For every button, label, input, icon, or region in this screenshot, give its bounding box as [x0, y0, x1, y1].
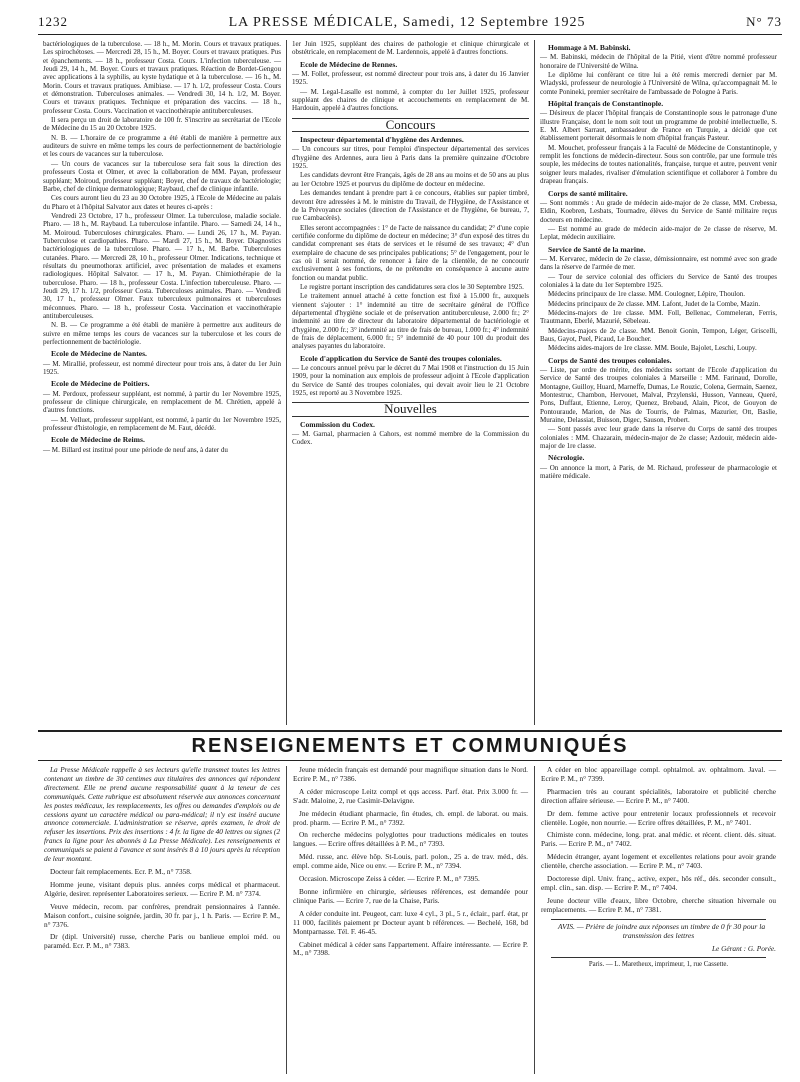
article-paragraph: Médecins-majors de 1re classe. MM. Foll, Bellenac, Commeleran, Ferris, Trautmann, Eberlé, Mazurié, Sébeleau.	[540, 308, 777, 326]
article-paragraph: Les demandes tendant à prendre part à ce concours, établies sur papier timbré, devront être adressées à M. le ministre du Travail, de l'Hygiène, de l'Assistance et de la Prévoyance sociales (direction de l'Assistance et de l'hygiène, 6e bureau, 7, rue Cambacérès).	[292, 189, 529, 223]
article-heading: Corps de Santé des troupes coloniales.	[548, 355, 672, 365]
article-paragraph: — M. Babinski, médecin de l'hôpital de la Pitié, vient d'être nommé professeur honoraire de l'Université de Wilna.	[540, 53, 777, 70]
gerant-line: Le Gérant : G. Porée.	[711, 943, 776, 953]
column-2	[286, 40, 534, 725]
classified-ad: Occasion. Microscope Zeiss à céder. — Ecrire P. M., n° 7395.	[299, 874, 480, 884]
article-heading: Ecole de Médecine de Rennes.	[300, 59, 398, 69]
article-heading: Corps de santé militaire.	[548, 188, 628, 198]
article-paragraph: Le traitement annuel attaché à cette fonction est fixé à 15.000 fr., auxquels viennent s'ajouter : 1° indemnité au titre de secrétaire général de l'Office départemental d'hygiène sociale et de préservation antituberculeuse, 2.000 fr.; 2° indemnité au titre de directeur du laboratoire départemental de bactériologie et d'hygiène, 2.000 fr.; 3° indemnité au titre de frais de bureau, 1.000 fr.; 4° indemnité de frais de déplacement, 6.000 fr.; 5° indemnité de 40 pour 100 du produit des analyses payantes du laboratoire.	[292, 292, 529, 351]
issue-number: N° 73	[746, 14, 782, 29]
classified-ad: Doctoresse dipl. Univ. franç., active, exper., hôs réf., dés. seconder consult., empl. clin., san. disp. — Ecrire P. M., n° 7404.	[541, 874, 776, 892]
classified-ad: Chimiste conn. médecine, long. prat. anal médic. et récent. client. dés. situat. Paris. — Ecrire P. M., n° 7402.	[541, 830, 776, 849]
page-header	[38, 14, 782, 35]
article-heading: Service de Santé de la marine.	[548, 244, 646, 254]
printer-line: Paris. — L. Maretheux, imprimeur, 1, rue Cassette.	[588, 961, 729, 969]
publication-title: LA PRESSE MÉDICALE, Samedi, 12 Septembre 1925	[228, 15, 586, 30]
classified-ad: Dr (dipl. Université) russe, cherche Paris ou banlieue emploi méd. ou paraméd. Ecr. P. M., n° 7383.	[44, 932, 280, 951]
article-paragraph: Le registre portant inscription des candidatures sera clos le 30 Septembre 1925.	[300, 282, 524, 291]
article-paragraph: — Sont passés avec leur grade dans la réserve du Corps de santé des troupes coloniales : MM. Chazarain, médecin-major de 2e classe; Azdouir, médecin aide-major de 1re classe.	[540, 425, 777, 451]
article-heading: Ecole d'application du Service de Santé des troupes coloniales.	[300, 353, 502, 363]
article-paragraph: — M. Mirallié, professeur, est nommé directeur pour trois ans, à dater du 1er Juin 1925.	[43, 359, 281, 377]
ads-notice: La Presse Médicale rappelle à ses lecteurs qu'elle transmet toutes les lettres contenant un timbre de 30 centimes aux titulaires des annonces qui répondent directement. Elle ne prend aucune responsabilité quant à la teneur de ces communiqués. Cette rubrique est absolument réservée aux annonces concernant les postes médicaux, les remplacements, les offres ou demandes d'emplois ou de cessions ayant un caractère médical ou para-médical; il n'y est inséré aucune annonce commerciale. L'administration se réserve, après examen, le droit de refuser les insertions. Prix des insertions : 4 fr. la ligne de 40 lettres ou signes (2 francs la ligne pour les abonnés à La Presse Médicale). Les renseignements et communiqués se paient à l'avance et sont insérés 8 à 10 jours après la réception de leur montant.	[44, 766, 280, 864]
news-columns	[38, 40, 782, 725]
article-heading: Ecole de Médecine de Poitiers.	[51, 379, 150, 389]
article-paragraph: — M. Perdoux, professeur suppléant, est nommé, à partir du 1er Novembre 1925, professeur de clinique chirurgicale, en remplacement de M. Chrétien, appelé à d'autres fonctions.	[43, 389, 281, 415]
ads-column-2	[286, 766, 534, 1074]
page-number: 1232	[38, 14, 68, 29]
article-paragraph: — Un concours sur titres, pour l'emploi d'inspecteur départemental des services d'hygiène des Ardennes, aura lieu à Paris dans la première quinzaine d'Octobre 1925.	[292, 145, 529, 171]
article-paragraph: M. Mouchet, professeur français à la Faculté de Médecine de Constantinople, y remplit les fonctions de médecin-directeur. Sous son contrôle, par une formule très souple, les médecins de toutes nationalités, française, turque et autre, peuvent venir soigner leurs malades, rivaliser d'émulation scientifique et collaborer à l'ombre du drapeau français.	[540, 143, 777, 186]
article-paragraph: — M. Velluet, professeur suppléant, est nommé, à partir du 1er Novembre 1925, professeur d'histologie, en remplacement de M. Faut, décédé.	[43, 415, 281, 433]
section-heading: Concours	[292, 118, 529, 132]
article-paragraph: 1er Juin 1925, suppléant des chaires de pathologie et clinique chirurgicale et obstétricale, en remplacement de M. Lardennois, appelé à d'autres fonctions.	[292, 40, 529, 57]
divider	[551, 919, 766, 920]
article-paragraph: — Tour de service colonial des officiers du Service de Santé des troupes coloniales à la date du 1er Septembre 1925.	[540, 272, 777, 289]
article-paragraph: — Désireux de placer l'hôpital français de Constantinople sous le patronage d'une illustre Française, dont le nom soit tout un programme de probité intellectuelle, S. E. M. Albert Sarraut, ambassadeur de France en Turquie, a décidé que cet établissement porterait désormais le nom d'hôpital français Pasteur.	[540, 109, 777, 143]
article-heading: Commission du Codex.	[300, 419, 375, 429]
article-heading: Ecole de Médecine de Reims.	[51, 435, 145, 445]
classified-ad: On recherche médecins polyglottes pour traductions médicales en toutes langues. — Ecrire offres détaillées à P. M., n° 7393.	[293, 830, 528, 849]
article-paragraph: — On annonce la mort, à Paris, de M. Richaud, professeur de pharmacologie et matière médicale.	[540, 463, 777, 481]
article-paragraph: — Liste, par ordre de mérite, des médecins sortant de l'Ecole d'application du Service de Santé des troupes coloniales à Marseille : MM. Farinaud, Dorolle, Montagne, Guilloy, Huard, Marneffe, Dumas, Le Rouzic, Colena, Germain, Saenez, Montestruc, Chambon, Hervouet, Malval, Przylenski, Husson, Vanneau, Queré, Pons, Duffaut, Etienne, Leroy, Quenez, Brebaud, Alain, Picot, de Gouyon de Pontouraude, Marion, de Nas de Tourris, de Palmas, Mazurier, Ott, Baslie, Muraine, Delassiat, Buisson, Digec, Sauson, Probert.	[540, 366, 777, 425]
article-paragraph: N. B. — L'horaire de ce programme a été établi de manière à permettre aux auditeurs de suivre en même temps les cours de perfectionnement de bactériologie et les cours de vacances sur la tuberculose.	[43, 133, 281, 159]
classified-ad: Jeune médecin français est demandé pour magnifique situation dans le Nord. Ecrire P. M., n° 7386.	[293, 766, 528, 783]
ads-column-3	[534, 766, 782, 1074]
ads-column-1	[38, 766, 286, 1074]
article-paragraph: bactériologiques de la tuberculose. — 18 h., M. Morin. Cours et travaux pratiques. Les spirochétoses. — Mercredi 28, 15 h., M. Boyer. Cours et travaux pratiques. Pus et épanchements. — 18 h., professeur Costa. Cours. L'infection tuberculeuse. — Jeudi 29, 14 h., M. Boyer. Cours et travaux pratiques. Réaction de Bordet-Gengou avec applications à la syphilis, au kyste hydatique et à la tuberculose. — 16 h., M. Morin. Cours et travaux pratiques. Amibiase. — 17 h. 1/2, professeur Costa. Cours et démonstration. Tuberculoses animales. — Vendredi 30, 14 h. 1/2, M. Boyer. Cours et travaux pratiques. Technique et préparation des vaccins. — 18 h., professeur Costa. Cours. Vaccination et vaccinothérapie antituberculeuses.	[43, 40, 281, 115]
article-paragraph: Médecins principaux de 1re classe. MM. Coulogner, Lépire, Thoulon.	[548, 290, 746, 299]
classified-ads	[38, 766, 782, 1074]
article-heading: Hôpital français de Constantinople.	[548, 99, 664, 109]
section-heading: Nouvelles	[292, 402, 529, 416]
classified-ad: Jne médecin étudiant pharmacie, fin études, ch. empl. de laborat. ou mais. prod. pharm. — Ecrire P. M., n° 7392.	[293, 808, 528, 827]
classified-ad: Pharmacien très au courant spécialités, laboratoire et publicité cherche direction affaire sérieuse. — Ecrire P. M., n° 7400.	[541, 786, 776, 805]
classified-ad: Dr dem. femme active pour entretenir locaux professionnels et recevoir clientèle. Logée, non nourrie. — Ecrire offres détaillées, P. M., n° 7401.	[541, 808, 776, 827]
article-paragraph: — M. Billard est institué pour une période de neuf ans, à dater du	[43, 445, 228, 454]
article-paragraph: — M. Garnal, pharmacien à Cahors, est nommé membre de la Commission du Codex.	[292, 430, 529, 447]
article-paragraph: Le diplôme lui confèrant ce titre lui a été remis mercredi dernier par M. Wladyski, professeur de neurologie à l'Université de Wilna, qu'accompagnait M. le comte Ponineki, premier secrétaire de l'ambassade de Pologne à Paris.	[540, 71, 777, 96]
article-paragraph: Elles seront accompagnées : 1° de l'acte de naissance du candidat; 2° d'une copie certifiée conforme du diplôme de docteur en médecine; 3° d'un exposé des titres du candidat comprenant ses états de services et le résumé de ses travaux; 4° d'un exemplaire de chacune de ses principales publications; 5° de l'engagement, pour le cas où il serait nommé, de renoncer à faire de la clientèle, de ne concourir exclusivement à ses fonctions, de ne prétendre en conséquence à aucune autre fonction ou mandat public.	[292, 223, 529, 282]
article-paragraph: — Un cours de vacances sur la tuberculose sera fait sous la direction des professeurs Costa et Olmer, et avec la collaboration de MM. Payan, professeur suppléant; Moiroud, professeur suppléant; Boyer, chef de travaux de bactériologie; Barbe, chef de clinique dermatologique; Raybaud, chef de clinique infantile.	[43, 159, 281, 193]
column-1	[38, 40, 286, 725]
ads-column-3-items	[541, 766, 776, 915]
article-heading: Nécrologie.	[548, 453, 585, 463]
article-paragraph: Vendredi 23 Octobre, 17 h., professeur Olmer. La tuberculose, maladie sociale. Pharo. — 18 h., M. Raybaud. La tuberculose infantile. Pharo. — Samedi 24, 14 h., M. Moiroud. Tuberculoses chirurgicales. Pharo. — Lundi 26, 17 h., M. Payan. Tuberculose et cardiopathies. Pharo. — Mardi 27, 15 h., M. Boyer. Diagnostics bactériologiques de la tuberculose. Pharo. — 17 h., M. Barbe. Tuberculoses cutanées. Pharo. — Mercredi 28, 10 h., professeur Olmer. Indications, technique et résultats du pneumothorax artificiel, avec présentation de malades et examens radiologiques. Hôpital Salvator. — 17 h., M. Payan. Chimiothérapie de la tuberculose. Pharo. — 18 h., professeur Costa. L'infection tuberculeuse. Pharo. — Jeudi 29, 17 h. 1/2, professeur Costa. Tuberculoses animales. Pharo. — Vendredi 30, 17 h., professeur Olmer. Faux tuberculeux pulmonaires et tuberculoses méconnues. Pharo. — 18 h., professeur Costa. Vaccination et vaccinothérapie antituberculeuses.	[43, 211, 281, 320]
avis-notice: AVIS. — Prière de joindre aux réponses un timbre de 0 fr 30 pour la transmission des lettres	[557, 921, 766, 940]
section-title: RENSEIGNEMENTS ET COMMUNIQUÉS	[38, 730, 782, 761]
article-paragraph: Les candidats devront être Français, âgés de 28 ans au moins et de 50 ans au plus au 1er Octobre 1925 et pourvus du diplôme de docteur en médecine.	[292, 171, 529, 188]
column-3	[534, 40, 782, 725]
article-paragraph: — M. Follet, professeur, est nommé directeur pour trois ans, à dater du 16 Janvier 1925.	[292, 70, 529, 87]
classified-ad: Médecin étranger, ayant logement et excellentes relations pour avoir grande clientèle, cherche association. — Ecrire P. M., n° 7403.	[541, 852, 776, 871]
article-paragraph: Il sera perçu un droit de laboratoire de 100 fr. S'inscrire au secrétariat de l'Ecole de Médecine du 15 au 20 Octobre 1925.	[43, 116, 281, 133]
article-paragraph: — M. Kervarec, médecin de 2e classe, démissionnaire, est nommé avec son grade dans la réserve de l'armée de mer.	[540, 254, 777, 272]
classified-ad: Bonne infirmière en chirurgie, sérieuses références, est demandée pour clinique Paris. — Ecrire 7, rue de la Chaise, Paris.	[293, 886, 528, 905]
classified-ad: Méd. russe, anc. élève hôp. St-Louis, parl. polon., 25 a. de trav. méd., dés. empl. comme aide, Nice ou env. — Ecrire P. M., n° 7394.	[293, 852, 528, 871]
article-heading: Ecole de Médecine de Nantes.	[51, 349, 147, 359]
article-paragraph: — Sont nommés : Au grade de médecin aide-major de 2e classe, MM. Crebessa, Eldin, Koebren, Lesbats, Tournadre, élèves du Service de Santé militaire reçus docteurs en médecine.	[540, 198, 777, 224]
article-heading: Inspecteur départemental d'hygiène des Ardennes.	[300, 135, 464, 145]
classified-ad: Docteur fait remplacements. Ecr. P. M., n° 7358.	[50, 866, 192, 876]
article-paragraph: Ces cours auront lieu du 23 au 30 Octobre 1925, à l'Ecole de Médecine au palais du Pharo et à l'hôpital Salvator aux dates et heures ci-après :	[43, 194, 281, 211]
divider	[551, 957, 766, 958]
classified-ad: A céder en bloc appareillage compl. ophtalmol. av. ophtalmom. Javal. — Ecrire P. M., n° 7399.	[541, 766, 776, 783]
newspaper-page	[38, 14, 782, 1074]
classified-ad: Cabinet médical à céder sans l'appartement. Affaire intéressante. — Ecrire P. M., n° 7398.	[293, 939, 528, 958]
article-heading: Hommage à M. Babinski.	[548, 43, 631, 52]
classified-ad: Jeune docteur ville d'eaux, libre Octobre, cherche situation hivernale ou remplacements. — Ecrire P. M., n° 7381.	[541, 895, 776, 914]
classified-ad: Veuve médecin, recom. par confrères, prendrait pensionnaires à l'année. Maison confort., cuisine soignée, jardin, 30 fr. par j., 1 h. Paris. — Ecrire P. M., n° 7376.	[44, 901, 280, 929]
article-paragraph: N. B. — Ce programme a été établi de manière à permettre aux auditeurs de suivre en même temps les cours de vacances sur la tuberculose et les cours de perfectionnement de bactériologie.	[43, 321, 281, 347]
article-paragraph: — Est nommé au grade de médecin aide-major de 2e classe de réserve, M. Leplat, médecin auxiliaire.	[540, 224, 777, 242]
classified-ad: A céder conduite int. Peugeot, carr. luxe 4 cyl., 3 pl., 5 r., éclair., parf. état, pr 11 000, facilités paiement pr Docteur ayant b références. — Bechelé, 168, bd Montparnasse. Tél. F. 46-45.	[293, 908, 528, 936]
article-paragraph: Médecins-majors de 2e classe. MM. Benoit Gonin, Tempon, Léger, Griscelli, Baus, Gayot, Puel, Picaud, Le Boucher.	[540, 326, 777, 343]
article-paragraph: Médecins aides-majors de 1re classe. MM. Boule, Bajolet, Leschi, Loupy.	[548, 344, 757, 353]
article-paragraph: — M. Legal-Lasalle est nommé, à compter du 1er Juillet 1925, professeur suppléant des chaires de clinique et accouchements en remplacement de M. Hardouin, appelé à d'autres fonctions.	[292, 87, 529, 113]
classified-ad: A céder microscope Leitz compl et qqs access. Parf. état. Prix 3.000 fr. — S'adr. Maloine, 2, rue Casimir-Delavigne.	[293, 786, 528, 805]
article-paragraph: — Le concours annuel prévu par le décret du 7 Mai 1908 et l'instruction du 15 Juin 1909, pour la nomination aux emplois de professeur adjoint à l'Ecole d'application du Service de Santé des troupes coloniales, qui devait avoir lieu le 21 Octobre 1925, est reporté au 3 Novembre 1925.	[292, 364, 529, 398]
article-paragraph: Médecins principaux de 2e classe. MM. Lafont, Judet de la Combe, Mazin.	[548, 299, 761, 308]
classified-ad: Homme jeune, visitant depuis plus. années corps médical et pharmaceut. Algérie, desirer. représenter Laboratoires serieux. — Ecrire P. M. n° 7374.	[44, 879, 280, 898]
